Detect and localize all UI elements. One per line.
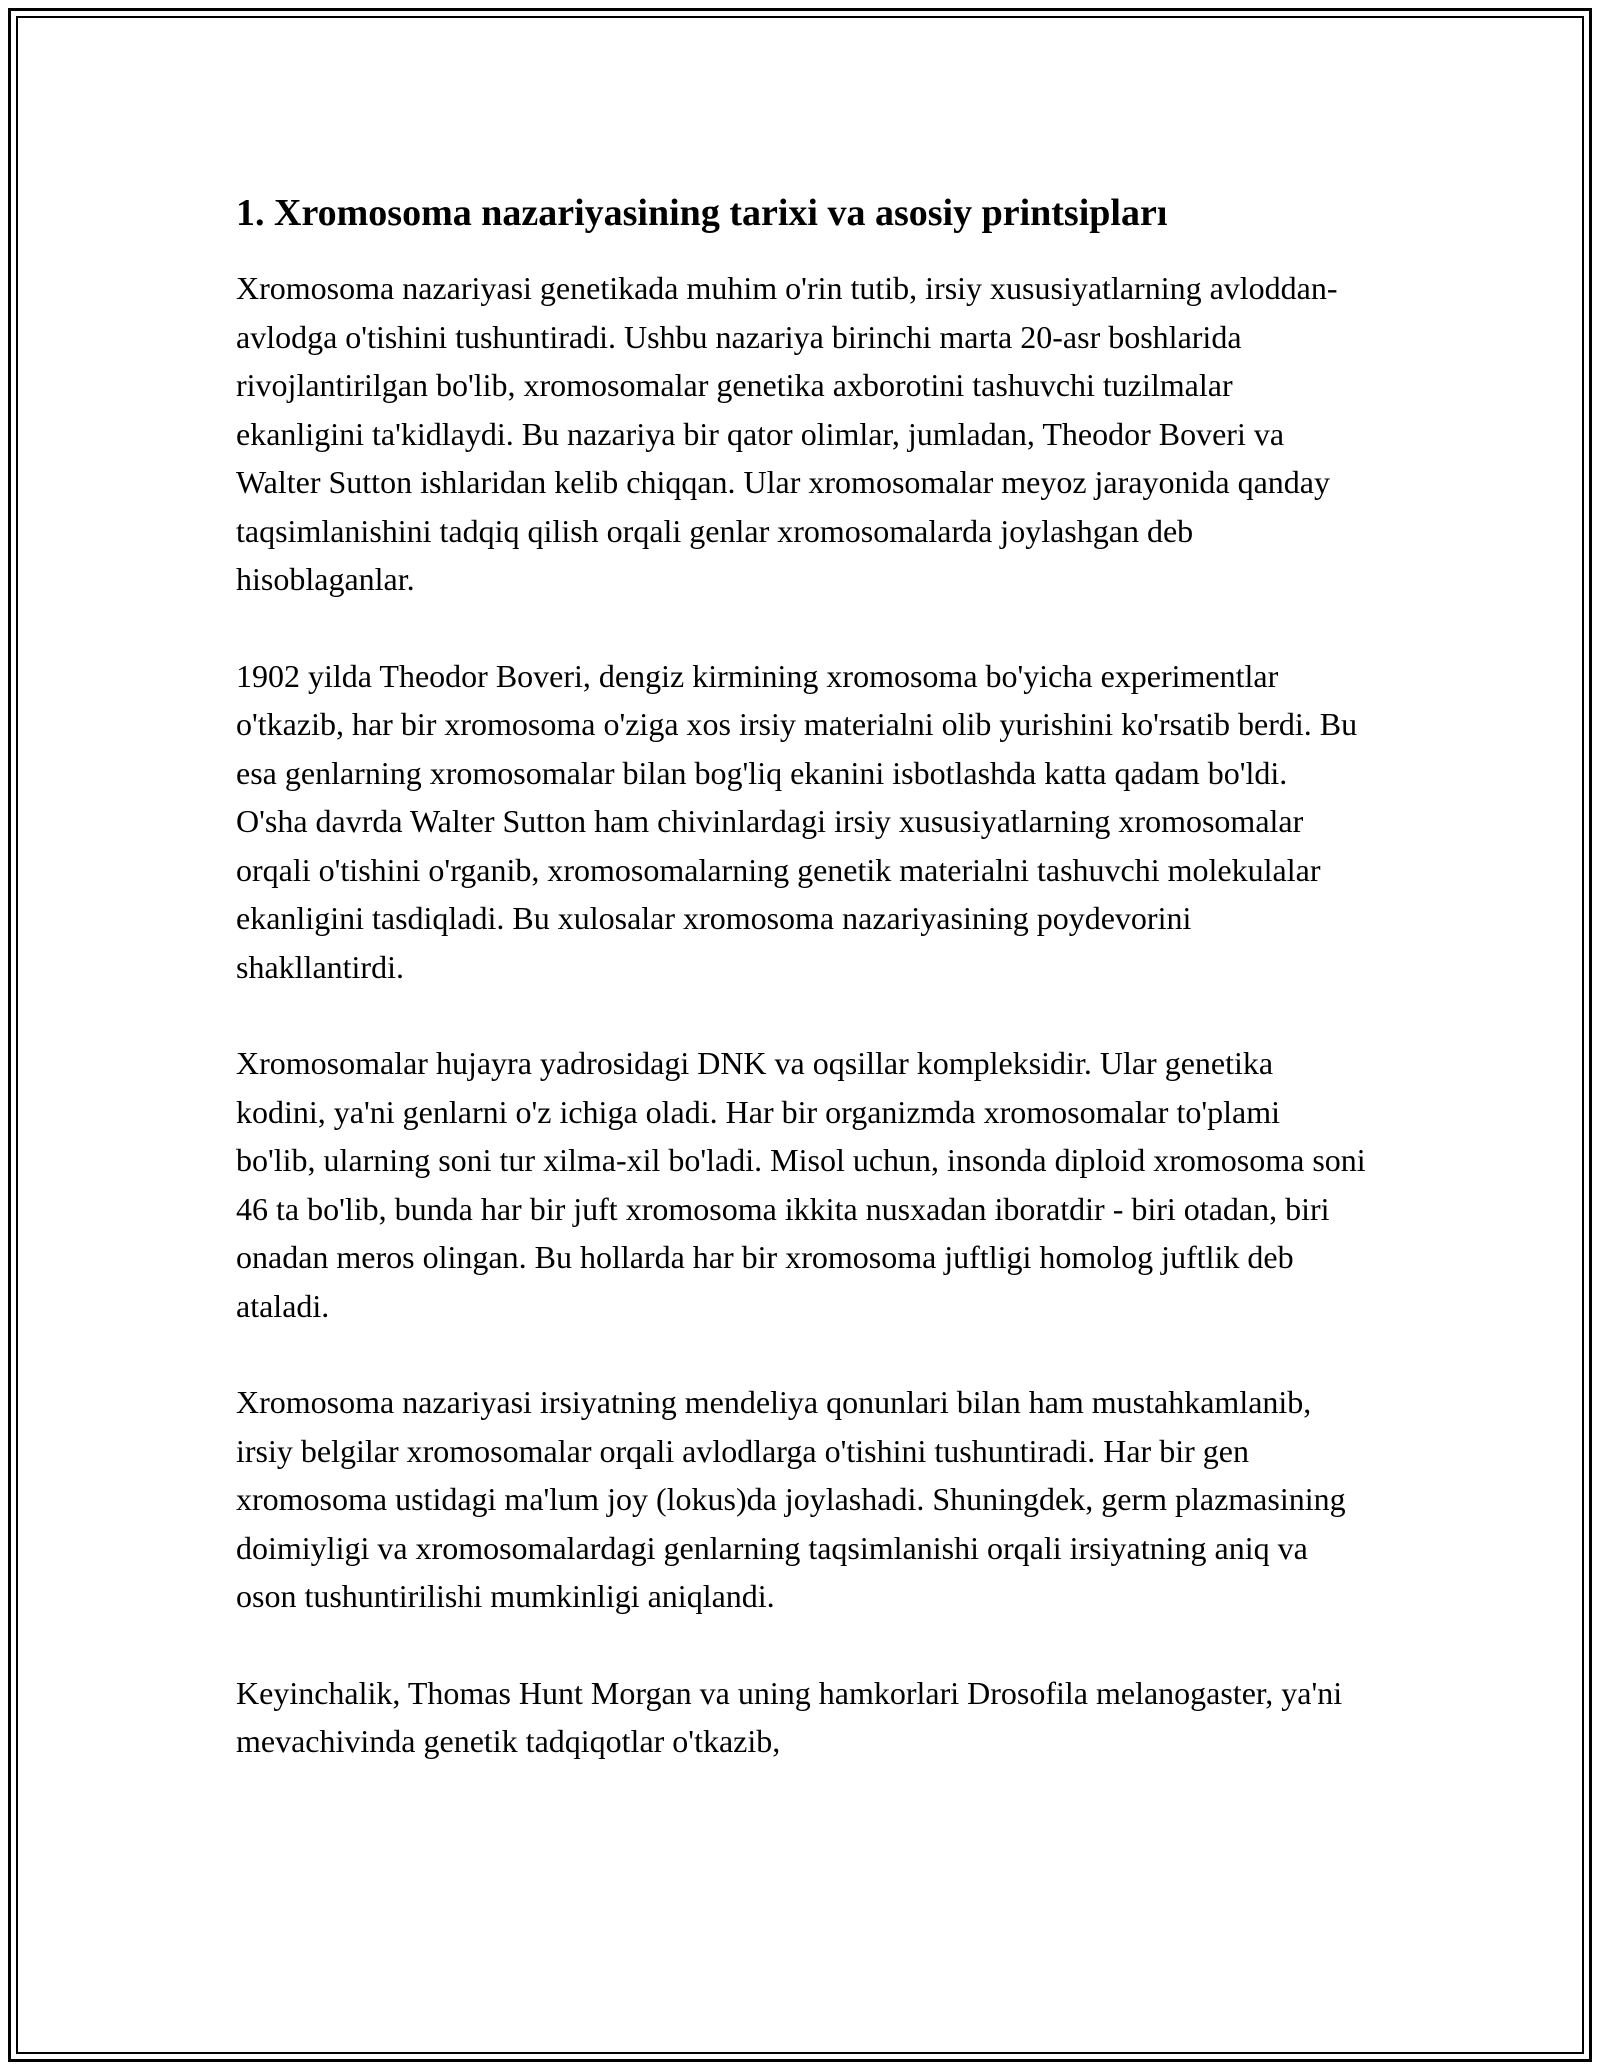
section-heading: 1. Xromosoma nazariyasining tarixi va asosiy printsipları	[236, 192, 1168, 234]
paragraph-2: 1902 yilda Theodor Boveri, dengiz kirmining xromosoma bo'yicha experimentlar o'tkazib, har bir xromosoma o'ziga xos irsiy materialni olib yurishini ko'rsatib berdi. Bu esa genlarning xromosomalar bilan bog'liq ekanini isbotlashda katta qadam bo'ldi. O'sha davrda Walter Sutton ham chivinlardagi irsiy xususiyatlarning xromosomalar orqali o'tishini o'rganib, xromosomalarning genetik materialni tashuvchi molekulalar ekanligini tasdiqladi. Bu xulosalar xromosoma nazariyasining poydevorini shakllantirdi.	[236, 657, 1358, 985]
paragraph-3: Xromosomalar hujayra yadrosidagi DNK va oqsillar kompleksidir. Ular genetika kodini, ya'ni genlarni o'z ichiga oladi. Har bir organizmda xromosomalar to'plami bo'lib, ularning soni tur xilma-xil bo'ladi. Misol uchun, insonda diploid xromosoma soni 46 ta bo'lib, bunda har bir juft xromosoma ikkita nusxadan iboratdir - biri otadan, biri onadan meros olingan. Bu hollarda har bir xromosoma juftligi homolog juftlik deb ataladi.	[236, 1045, 1366, 1324]
paragraph-4: Xromosoma nazariyasi irsiyatning mendeliya qonunlari bilan ham mustahkamlanib, irsiy belgilar xromosomalar orqali avlodlarga o'tishini tushuntiradi. Har bir gen xromosoma ustidagi ma'lum joy (lokus)da joylashadi. Shuningdek, germ plazmasining doimiyligi va xromosomalardagi genlarning taqsimlanishi orqali irsiyatning aniq va oson tushuntirilishi mumkinligi aniqlandi.	[236, 1384, 1346, 1614]
paragraph-5: Keyinchalik, Thomas Hunt Morgan va uning hamkorlari Drosofila melanogaster, ya'ni mevachivinda genetik tadqiqotlar o'tkazib,	[236, 1674, 1343, 1759]
document-body	[236, 186, 1366, 1814]
paragraph-1: Xromosoma nazariyasi genetikada muhim o'rin tutib, irsiy xususiyatlarning avloddan-avlodga o'tishini tushuntiradi. Ushbu nazariya birinchi marta 20-asr boshlarida rivojlantirilgan bo'lib, xromosomalar genetika axborotini tashuvchi tuzilmalar ekanligini ta'kidlaydi. Bu nazariya bir qator olimlar, jumladan, Theodor Boveri va Walter Sutton ishlaridan kelib chiqqan. Ular xromosomalar meyoz jarayonida qanday taqsimlanishini tadqiq qilish orqali genlar xromosomalarda joylashgan deb hisoblaganlar.	[236, 270, 1338, 597]
